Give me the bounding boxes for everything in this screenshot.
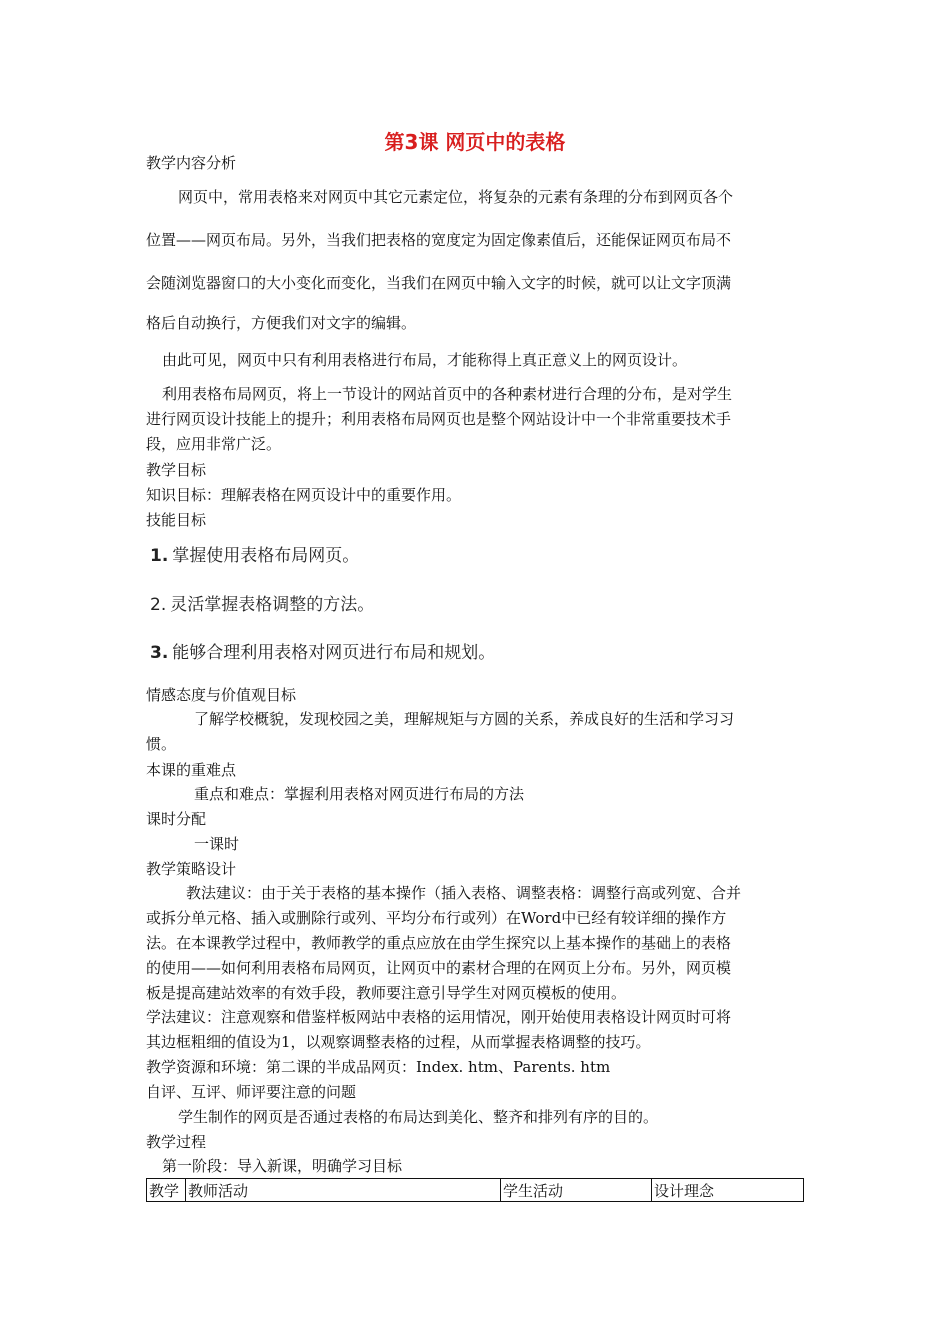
table-header-cell: 教学	[147, 1179, 186, 1202]
analysis-line-1: 网页中，常用表格来对网页中其它元素定位，将复杂的元素有条理的分布到网页各个	[178, 188, 734, 206]
knowledge-goal: 知识目标：理解表格在网页设计中的重要作用。	[146, 486, 462, 504]
time-text: 一课时	[194, 835, 240, 853]
skill-heading: 技能目标	[146, 511, 207, 529]
table-header-cell: 教师活动	[186, 1179, 501, 1202]
analysis-line-4: 格后自动换行，方便我们对文字的编辑。	[146, 314, 417, 332]
skill-number: 1.	[150, 546, 169, 566]
skill-number: 2.	[150, 595, 167, 615]
skill-item-1	[150, 541, 359, 566]
analysis-line-2: 位置——网页布局。另外，当我们把表格的宽度定为固定像素值后，还能保证网页布局不	[146, 231, 732, 249]
strategy-line-4: 的使用——如何利用表格布局网页，让网页中的素材合理的在网页上分布。另外，网页模	[146, 959, 732, 977]
table-header-row	[147, 1179, 804, 1202]
time-heading: 课时分配	[146, 810, 207, 828]
skill-number: 3.	[150, 643, 169, 663]
skill-text: 掌握使用表格布局网页。	[172, 546, 360, 566]
table-header-cell: 学生活动	[501, 1179, 652, 1202]
key-text: 重点和难点：掌握利用表格对网页进行布局的方法	[194, 785, 525, 803]
eval-text: 学生制作的网页是否通过表格的布局达到美化、整齐和排列有序的目的。	[178, 1108, 659, 1126]
analysis-p3-line-1: 利用表格布局网页，将上一节设计的网站首页中的各种素材进行合理的分布，是对学生	[162, 385, 733, 403]
analysis-heading: 教学内容分析	[146, 154, 237, 172]
analysis-p3-line-3: 段，应用非常广泛。	[146, 435, 282, 453]
goals-heading: 教学目标	[146, 461, 207, 479]
analysis-paragraph-2: 由此可见，网页中只有利用表格进行布局，才能称得上真正意义上的网页设计。	[162, 351, 688, 369]
emotion-heading: 情感态度与价值观目标	[146, 686, 297, 704]
strategy-line-1: 教法建议：由于关于表格的基本操作（插入表格、调整表格：调整行高或列宽、合并	[186, 884, 742, 902]
table-header-cell: 设计理念	[652, 1179, 804, 1202]
emotion-line-2: 惯。	[146, 735, 177, 753]
resources-text: 教学资源和环境：第二课的半成品网页：Index. htm、Parents. htm	[146, 1058, 611, 1076]
skill-item-3	[150, 638, 495, 663]
strategy-line-3: 法。在本课教学过程中，教师教学的重点应放在由学生探究以上基本操作的基础上的表格	[146, 934, 732, 952]
process-heading: 教学过程	[146, 1133, 207, 1151]
stage-1-text: 第一阶段：导入新课，明确学习目标	[162, 1157, 403, 1175]
page-title: 第3课 网页中的表格	[384, 130, 566, 154]
skill-item-2	[150, 590, 374, 615]
skill-text: 灵活掌握表格调整的方法。	[170, 595, 375, 615]
analysis-line-3: 会随浏览器窗口的大小变化而变化，当我们在网页中输入文字的时候，就可以让文字顶满	[146, 274, 732, 292]
strategy-line-5: 板是提高建站效率的有效手段，教师要注意引导学生对网页模板的使用。	[146, 984, 627, 1002]
study-line-2: 其边框粗细的值设为1，以观察调整表格的过程，从而掌握表格调整的技巧。	[146, 1033, 651, 1051]
key-heading: 本课的重难点	[146, 761, 237, 779]
emotion-line-1: 了解学校概貌，发现校园之美，理解规矩与方圆的关系，养成良好的生活和学习习	[194, 710, 735, 728]
skill-text: 能够合理利用表格对网页进行布局和规划。	[172, 643, 496, 663]
teaching-process-table	[146, 1178, 804, 1202]
analysis-p3-line-2: 进行网页设计技能上的提升；利用表格布局网页也是整个网站设计中一个非常重要技术手	[146, 410, 732, 428]
study-line-1: 学法建议：注意观察和借鉴样板网站中表格的运用情况，刚开始使用表格设计网页时可将	[146, 1008, 732, 1026]
strategy-heading: 教学策略设计	[146, 860, 237, 878]
strategy-line-2: 或拆分单元格、插入或删除行或列、平均分布行或列）在Word中已经有较详细的操作方	[146, 909, 727, 927]
eval-heading: 自评、互评、师评要注意的问题	[146, 1083, 357, 1101]
